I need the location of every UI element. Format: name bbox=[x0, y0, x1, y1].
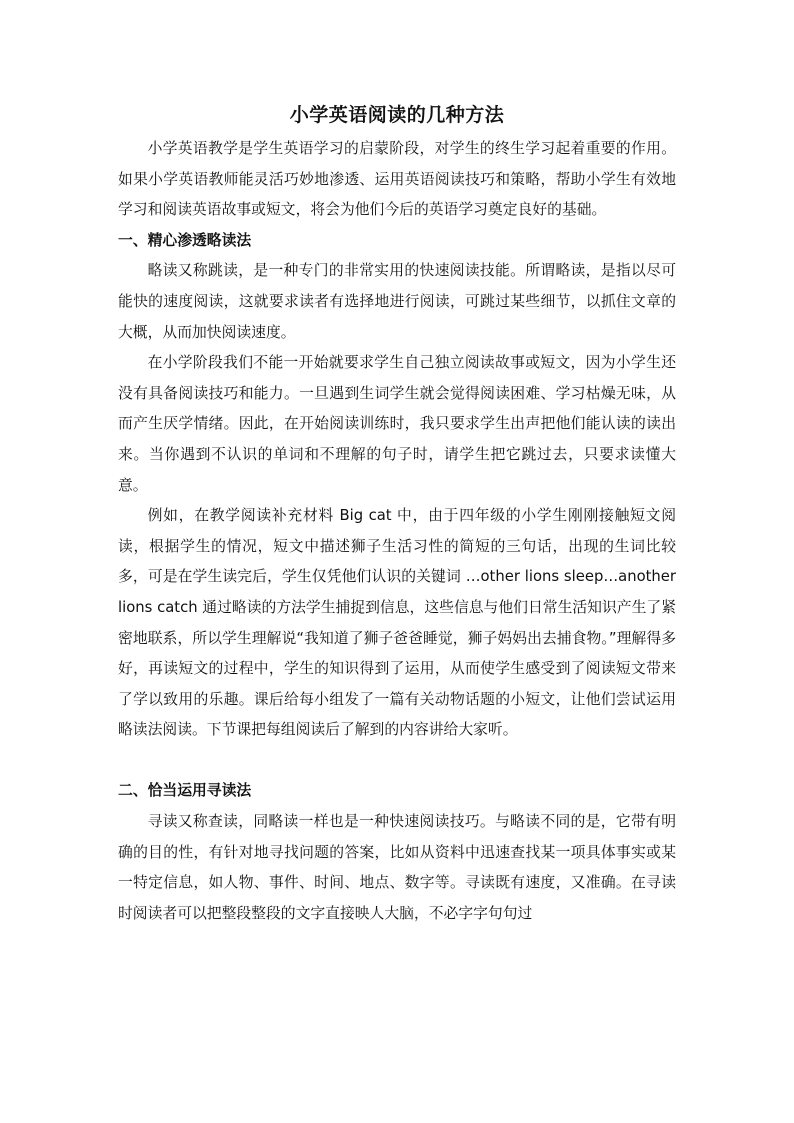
document-title: 小学英语阅读的几种方法 bbox=[289, 104, 505, 126]
section-1-heading: 一、精心渗透略读法 bbox=[118, 231, 252, 249]
paragraph-spacer bbox=[118, 746, 676, 777]
document-page bbox=[118, 100, 676, 929]
section-2-heading: 二、恰当运用寻读法 bbox=[118, 782, 252, 800]
section-1-paragraph-3: 例如，在教学阅读补充材料 Big cat 中，由于四年级的小学生刚刚接触短文阅读，根据学生的情况，短文中描述狮子生活习性的简短的三句话，出现的生词比较多，可是在学生读完后，学生仅凭他们认识的关键词 …other lions sleep…another lions catch 通过略读的方法学生捕捉到信息，这些信息与他们日常生活知识产生了紧密地联系，所以学生理解说“我知道了狮子爸爸睡觉，狮子妈妈出去捕食物。”理解得多好，再读短文的过程中，学生的知识得到了运用，从而使学生感受到了阅读短文带来了学以致用的乐趣。课后给每小组发了一篇有关动物话题的小短文，让他们尝试运用略读法阅读。下节课把每组阅读后了解到的内容讲给大家听。 bbox=[118, 507, 676, 739]
section-1-paragraph-1: 略读又称跳读，是一种专门的非常实用的快速阅读技能。所谓略读，是指以尽可能快的速度阅读，这就要求读者有选择地进行阅读，可跳过某些细节，以抓住文章的大概，从而加快阅读速度。 bbox=[118, 262, 676, 341]
section-1-paragraph-2: 在小学阶段我们不能一开始就要求学生自己独立阅读故事或短文，因为小学生还没有具备阅读技巧和能力。一旦遇到生词学生就会觉得阅读困难、学习枯燥无味，从而产生厌学情绪。因此，在开始阅读训练时，我只要求学生出声把他们能认读的读出来。当你遇到不认识的单词和不理解的句子时，请学生把它跳过去，只要求读懂大意。 bbox=[118, 354, 676, 494]
intro-paragraph: 小学英语教学是学生英语学习的启蒙阶段，对学生的终生学习起着重要的作用。如果小学英语教师能灵活巧妙地渗透、运用英语阅读技巧和策略，帮助小学生有效地学习和阅读英语故事或短文，将会为他们今后的英语学习奠定良好的基础。 bbox=[118, 140, 676, 219]
section-2-paragraph-1: 寻读又称查读，同略读一样也是一种快速阅读技巧。与略读不同的是，它带有明确的目的性，有针对地寻找问题的答案，比如从资料中迅速查找某一项具体事实或某一特定信息，如人物、事件、时间、地点、数字等。寻读既有速度，又准确。在寻读时阅读者可以把整段整段的文字直接映人大脑，不必字字句句过 bbox=[118, 813, 676, 922]
